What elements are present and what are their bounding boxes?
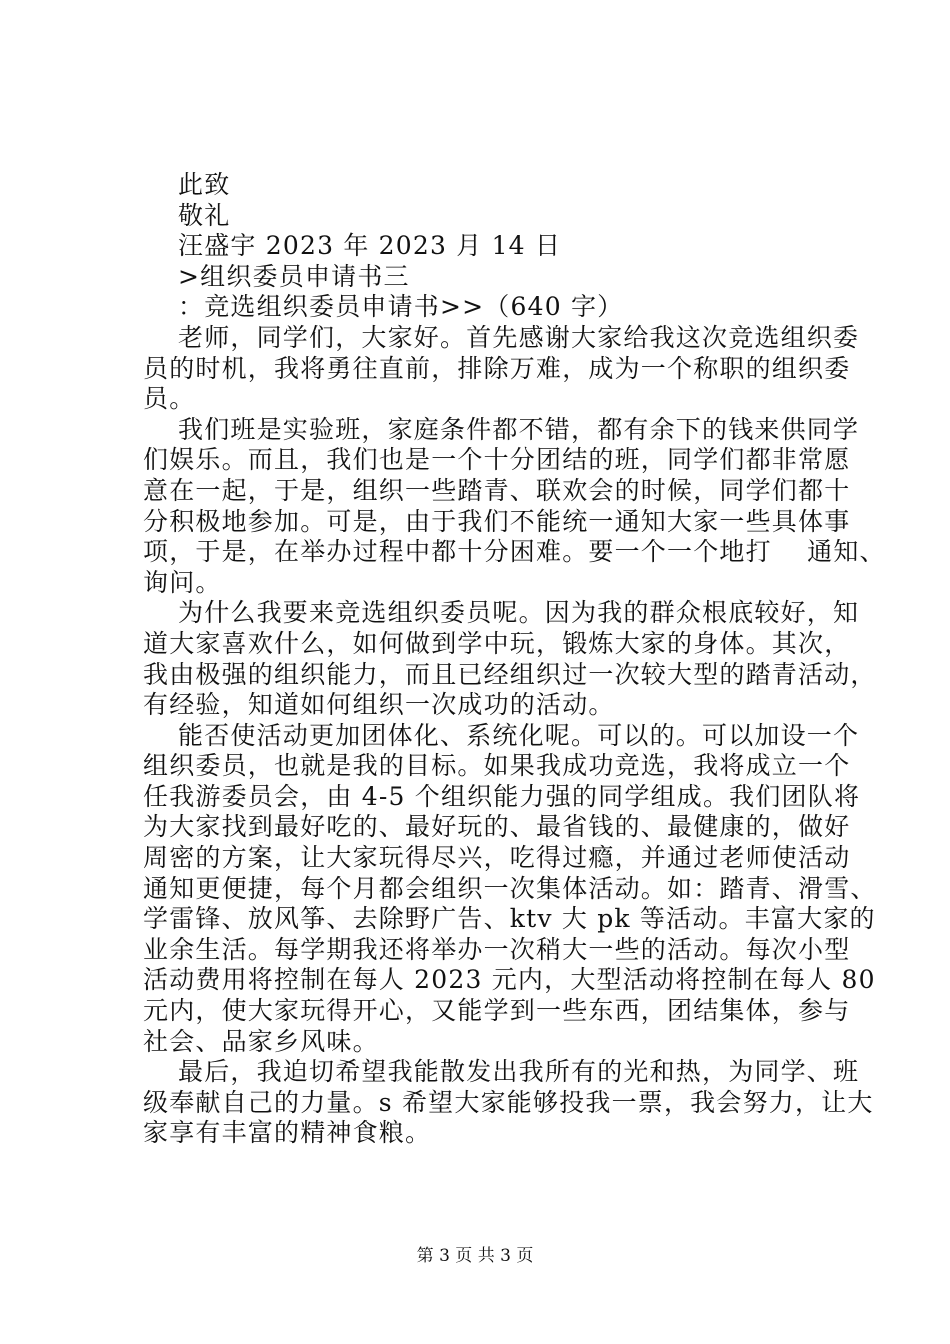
paragraph [143, 598, 877, 720]
paragraph [143, 414, 886, 599]
paragraph-line: 我由极强的组织能力，而且已经组织过一次较大型的踏青活动， [143, 659, 877, 689]
paragraph-line: 活动费用将控制在每人 2023 元内，大型活动将控制在每人 80 [143, 965, 876, 995]
paragraph-line: 我们班是实验班，家庭条件都不错，都有余下的钱来供同学 [178, 414, 860, 444]
document-body [143, 170, 886, 1149]
paragraph-line: 学雷锋、放风筝、去除野广告、ktv 大 pk 等活动。丰富大家的 [143, 904, 876, 934]
header-line: 此致 [178, 170, 231, 199]
paragraph [143, 322, 860, 415]
paragraph-line: 能否使活动更加团体化、系统化呢。可以的。可以加设一个 [178, 720, 860, 750]
paragraph-line: 员。 [143, 384, 196, 414]
paragraph-line: 最后，我迫切希望我能散发出我所有的光和热，为同学、班 [178, 1057, 860, 1087]
paragraph-line: 社会、品家乡风味。 [143, 1026, 379, 1056]
paragraph [143, 1057, 874, 1149]
header-line: ：竞选组织委员申请书>>（640 字） [178, 292, 624, 322]
paragraph-line: 道大家喜欢什么，如何做到学中玩，锻炼大家的身体。其次， [143, 628, 851, 658]
paragraph-line: 元内，使大家玩得开心，又能学到一些东西，团结集体，参与 [143, 996, 851, 1026]
paragraph-line: 为什么我要来竞选组织委员呢。因为我的群众根底较好，知 [178, 598, 860, 628]
paragraph-line: 业余生活。每学期我还将举办一次稍大一些的活动。每次小型 [143, 934, 851, 964]
paragraph [143, 720, 877, 1058]
page-footer: 第 3 页 共 3 页 [416, 1246, 534, 1266]
paragraph-line: 意在一起，于是，组织一些踏青、联欢会的时候，同学们都十 [143, 475, 851, 505]
paragraph-line: 级奉献自己的力量。s 希望大家能够投我一票，我会努力，让大 [143, 1087, 874, 1117]
paragraph-line: 通知更便捷，每个月都会组织一次集体活动。如：踏青、滑雪、 [143, 873, 877, 903]
paragraph-line: 询问。 [143, 567, 222, 597]
paragraph-line: 们娱乐。而且，我们也是一个十分团结的班，同学们都非常愿 [143, 445, 851, 475]
paragraph-line: 有经验，知道如何组织一次成功的活动。 [143, 690, 615, 720]
paragraph-line: 组织委员，也就是我的目标。如果我成功竞选，我将成立一个 [143, 751, 851, 781]
paragraph-line: 家享有丰富的精神食粮。 [143, 1118, 432, 1148]
header-line: 汪盛宇 2023 年 2023 月 14 日 [178, 231, 562, 261]
paragraph-line: 员的时机，我将勇往直前，排除万难，成为一个称职的组织委 [143, 353, 851, 383]
paragraph-line: 周密的方案，让大家玩得尽兴，吃得过瘾，并通过老师使活动 [143, 843, 851, 873]
header-line: >组织委员申请书三 [178, 261, 410, 291]
paragraph-line: 项，于是，在举办过程中都十分困难。要一个一个地打 通知、 [143, 537, 886, 567]
paragraph-line: 老师，同学们，大家好。首先感谢大家给我这次竞选组织委 [178, 322, 860, 352]
header-line: 敬礼 [178, 200, 231, 230]
paragraph-line: 任我游委员会，由 4-5 个组织能力强的同学组成。我们团队将 [143, 781, 861, 811]
paragraph-line: 为大家找到最好吃的、最好玩的、最省钱的、最健康的，做好 [143, 812, 851, 842]
paragraph-line: 分积极地参加。可是，由于我们不能统一通知大家一些具体事 [143, 506, 851, 536]
